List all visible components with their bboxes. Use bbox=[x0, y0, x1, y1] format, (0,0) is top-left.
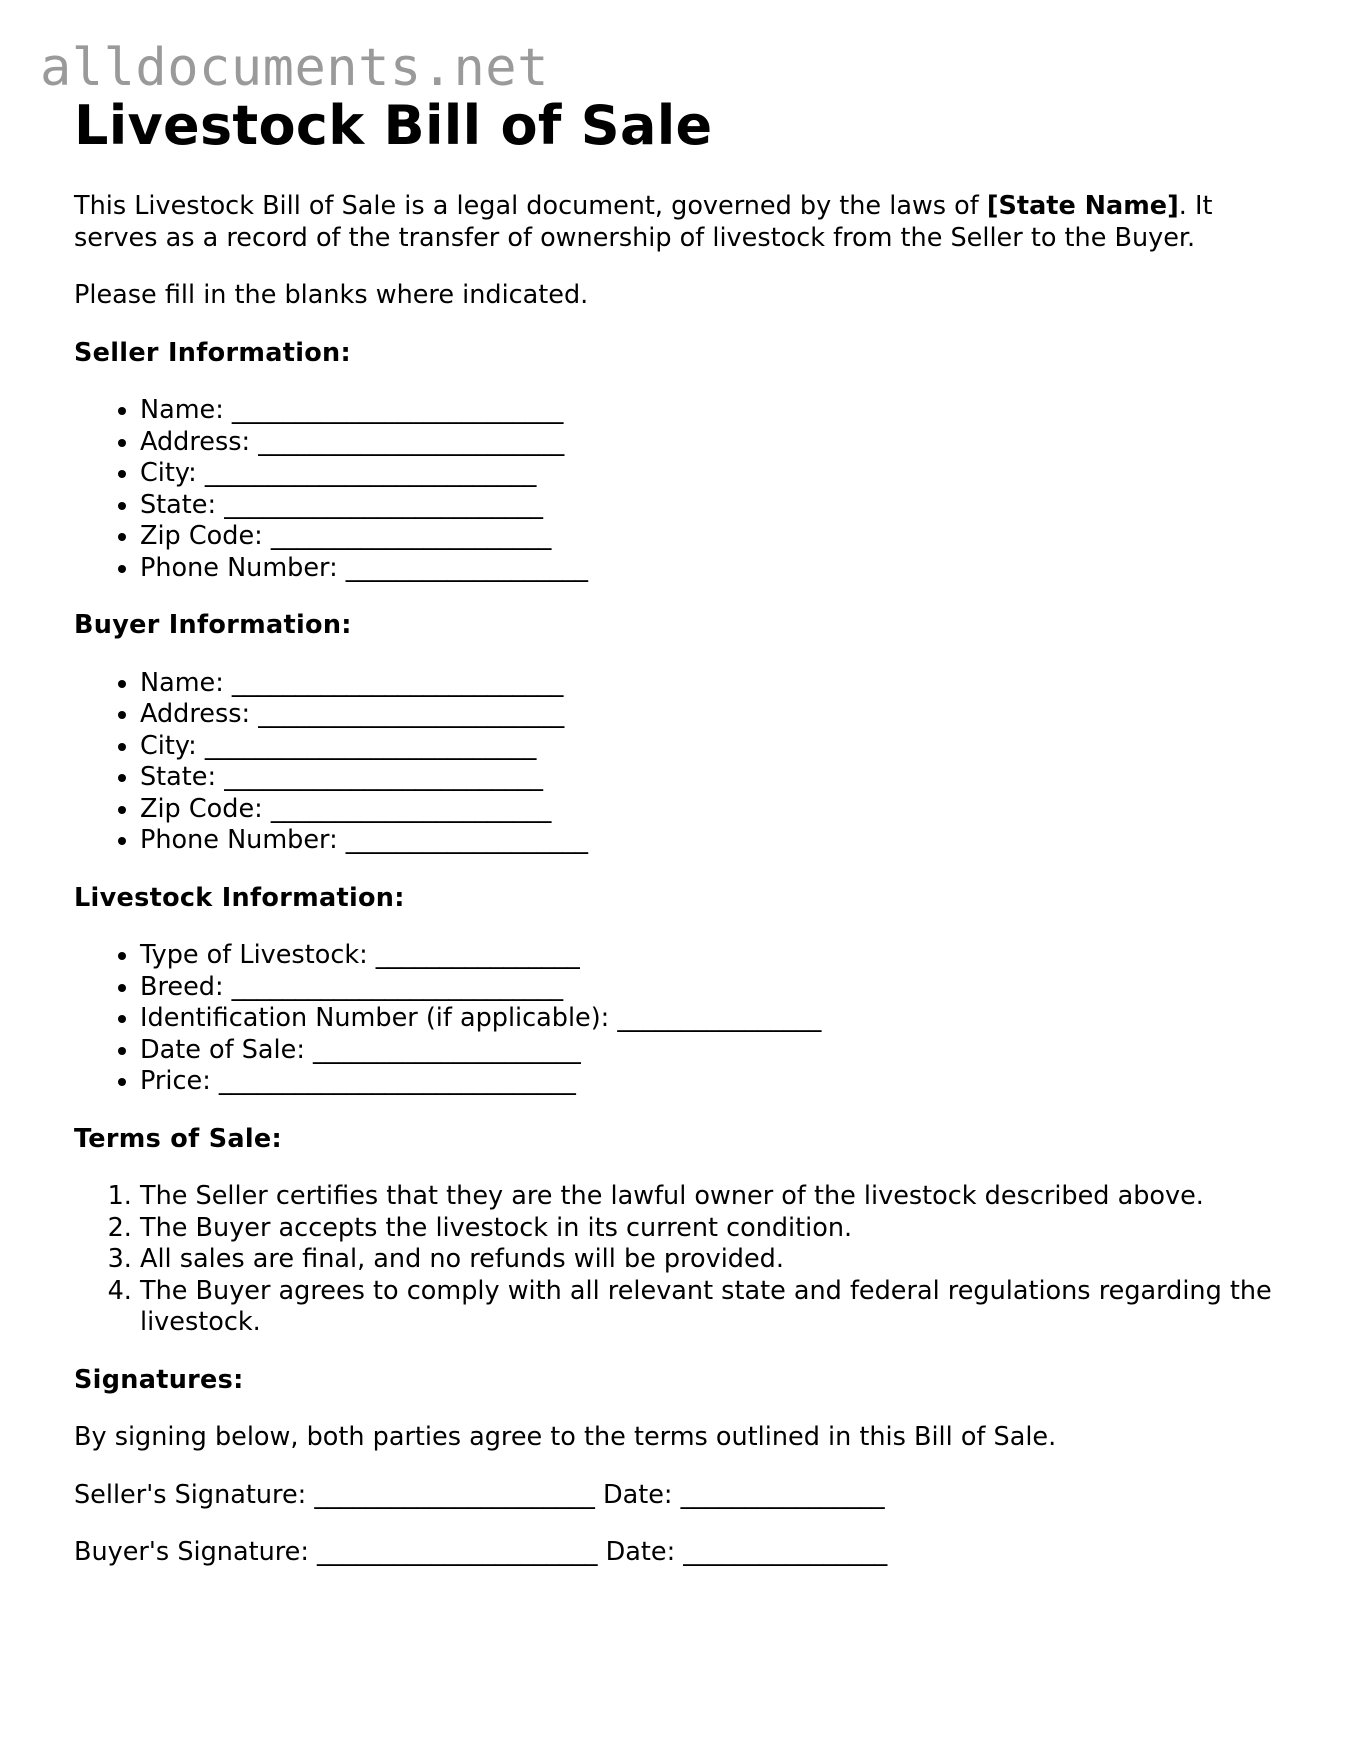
document-title: Livestock Bill of Sale bbox=[74, 94, 713, 157]
terms-section-heading: Terms of Sale: bbox=[74, 1123, 283, 1154]
buyer-city-field: • City: __________________________ bbox=[140, 731, 1294, 763]
seller-city-field: • City: __________________________ bbox=[140, 458, 1294, 490]
livestock-id-field: • Identification Number (if applicable): ________________ bbox=[140, 1003, 1294, 1035]
livestock-field-list bbox=[74, 940, 1294, 1098]
livestock-section-heading: Livestock Information: bbox=[74, 882, 405, 913]
buyer-signature-line: Buyer's Signature: ______________________ Date: ________________ bbox=[74, 1537, 888, 1568]
signatures-statement: By signing below, both parties agree to the terms outlined in this Bill of Sale. bbox=[74, 1422, 1057, 1453]
seller-zip-field: • Zip Code: ______________________ bbox=[140, 521, 1294, 553]
buyer-section-heading: Buyer Information: bbox=[74, 610, 352, 641]
seller-signature-line: Seller's Signature: ______________________ Date: ________________ bbox=[74, 1479, 885, 1510]
terms-item: 4. The Buyer agrees to comply with all relevant state and federal regulations regarding the livestock. bbox=[140, 1276, 1294, 1339]
seller-section-heading: Seller Information: bbox=[74, 337, 351, 368]
intro-paragraph bbox=[74, 191, 1294, 254]
buyer-address-field: • Address: ________________________ bbox=[140, 699, 1294, 731]
livestock-breed-field: • Breed: __________________________ bbox=[140, 972, 1294, 1004]
terms-item: 2. The Buyer accepts the livestock in its current condition. bbox=[140, 1213, 1294, 1245]
seller-state-field: • State: _________________________ bbox=[140, 490, 1294, 522]
buyer-zip-field: • Zip Code: ______________________ bbox=[140, 794, 1294, 826]
buyer-phone-field: • Phone Number: ___________________ bbox=[140, 825, 1294, 857]
buyer-name-field: • Name: __________________________ bbox=[140, 668, 1294, 700]
buyer-state-field: • State: _________________________ bbox=[140, 762, 1294, 794]
terms-item: 1. The Seller certifies that they are the lawful owner of the livestock described above. bbox=[140, 1181, 1294, 1213]
state-name-placeholder: [State Name] bbox=[986, 191, 1179, 222]
livestock-price-field: • Price: ____________________________ bbox=[140, 1066, 1294, 1098]
document-page bbox=[74, 96, 1294, 1595]
buyer-field-list bbox=[74, 668, 1294, 857]
signatures-section-heading: Signatures: bbox=[74, 1364, 244, 1395]
livestock-type-field: • Type of Livestock: ________________ bbox=[140, 940, 1294, 972]
seller-name-field: • Name: __________________________ bbox=[140, 395, 1294, 427]
intro-text-after: . It serves as a record of the transfer of ownership of livestock from the Seller to the Buyer. bbox=[74, 191, 1213, 253]
seller-address-field: • Address: ________________________ bbox=[140, 427, 1294, 459]
instructions-text: Please fill in the blanks where indicated. bbox=[74, 280, 589, 311]
seller-phone-field: • Phone Number: ___________________ bbox=[140, 553, 1294, 585]
terms-item: 3. All sales are final, and no refunds will be provided. bbox=[140, 1244, 1294, 1276]
intro-text-before: This Livestock Bill of Sale is a legal document, governed by the laws of bbox=[74, 191, 987, 222]
terms-list bbox=[74, 1181, 1294, 1339]
watermark: alldocuments.net bbox=[40, 38, 549, 98]
livestock-date-field: • Date of Sale: _____________________ bbox=[140, 1035, 1294, 1067]
seller-field-list bbox=[74, 395, 1294, 584]
